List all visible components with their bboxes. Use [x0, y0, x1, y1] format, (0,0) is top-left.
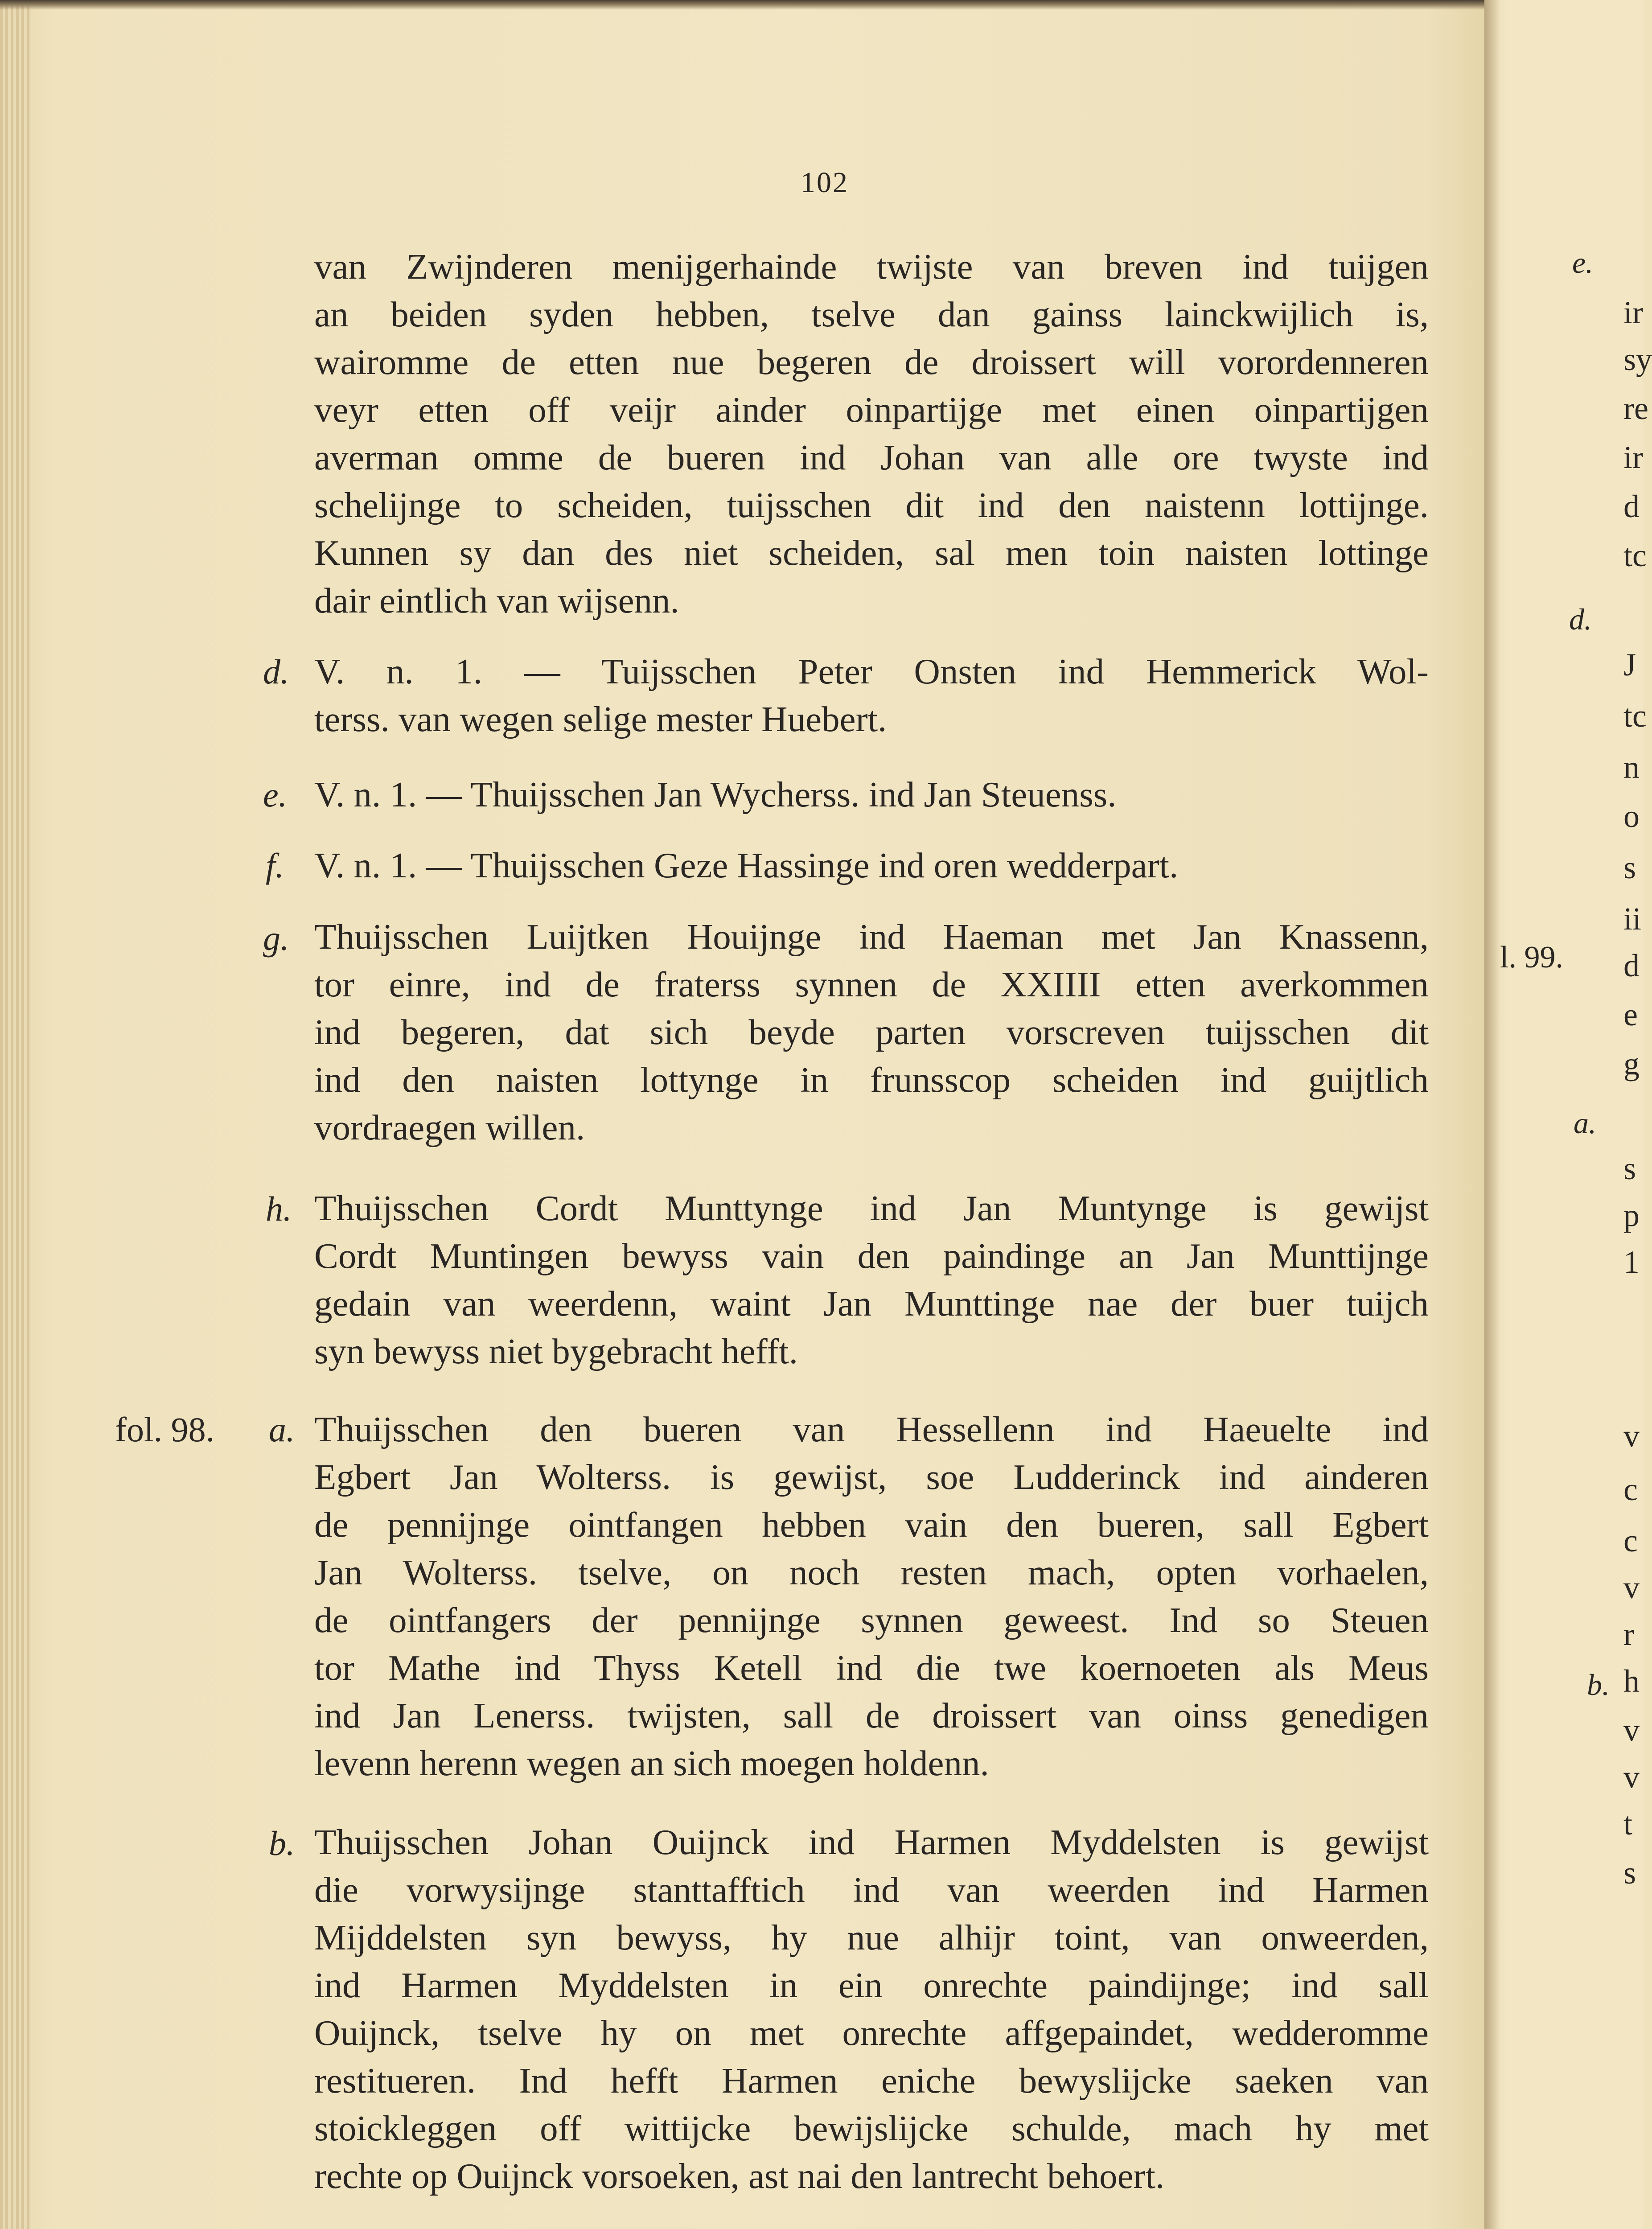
text-line: veyr etten off veijr ainder oinpartijge met einen oinpartijgen — [314, 390, 1429, 430]
facing-page-fragment: v — [1623, 1570, 1640, 1605]
text-line: ind Jan Lenerss. twijsten, sall de droissert van oinss genedigen — [314, 1695, 1429, 1735]
facing-page-fragment: v — [1623, 1759, 1640, 1795]
facing-page-fragment: 1 — [1623, 1244, 1640, 1280]
text-line: Thuijsschen Luijtken Houijnge ind Haeman met Jan Knassenn, — [314, 917, 1429, 957]
facing-page-fragment: v — [1623, 1418, 1640, 1454]
entry-label: a. — [269, 1410, 295, 1449]
facing-page-fragment: r — [1623, 1616, 1634, 1652]
text-line: Egbert Jan Wolterss. is gewijst, soe Ludderinck ind ainderen — [314, 1457, 1429, 1497]
text-line: Thuijsschen den bueren van Hessellenn ind Haeuelte ind — [314, 1409, 1429, 1449]
facing-page-fragment: ir — [1623, 295, 1643, 330]
facing-page-fragment: s — [1623, 850, 1636, 885]
text-line: Ouijnck, tselve hy on met onrechte affgepaindet, wedderomme — [314, 2013, 1429, 2053]
text-line: ind begeren, dat sich beyde parten vorscreven tuijsschen dit — [314, 1012, 1429, 1052]
facing-page-fragment: g — [1623, 1046, 1640, 1082]
text-line: vordraegen willen. — [314, 1107, 585, 1147]
text-line: levenn herenn wegen an sich moegen holdenn. — [314, 1743, 989, 1783]
text-line: wairomme de etten nue begeren de droissert will vorordenneren — [314, 342, 1429, 382]
facing-page-fragment: tc — [1623, 538, 1647, 573]
text-line: rechte op Ouijnck vorsoeken, ast nai den lantrecht behoert. — [314, 2156, 1165, 2196]
facing-page-fragment: J — [1623, 647, 1636, 683]
text-line: gedain van weerdenn, waint Jan Munttinge nae der buer tuijch — [314, 1283, 1429, 1324]
text-line: syn bewyss niet bygebracht hefft. — [314, 1331, 798, 1371]
book-top-edge — [0, 0, 1643, 10]
page-number: 102 — [801, 166, 849, 199]
text-line: de pennijnge ointfangen hebben vain den bueren, sall Egbert — [314, 1505, 1429, 1545]
facing-page-fragment: s — [1623, 1151, 1636, 1186]
facing-page-fragment: d — [1623, 948, 1640, 983]
text-line: terss. van wegen selige mester Huebert. — [314, 699, 887, 739]
text-line: schelijnge to scheiden, tuijsschen dit ind den naistenn lottijnge. — [314, 485, 1429, 525]
entry-paragraph — [314, 1184, 1429, 1375]
text-line: Cordt Muntingen bewyss vain den paindinge an Jan Munttijnge — [314, 1236, 1429, 1276]
text-line: de ointfangers der pennijnge synnen geweest. Ind so Steuen — [314, 1600, 1429, 1640]
entry-paragraph — [314, 648, 1429, 743]
text-line: Mijddelsten syn bewyss, hy nue alhijr toint, van onweerden, — [314, 1917, 1429, 1958]
facing-page-fragment: p — [1623, 1197, 1640, 1233]
facing-page-fragment: re — [1623, 391, 1648, 426]
text-line: V. n. 1. — Thuijsschen Geze Hassinge ind oren wedderpart. — [314, 845, 1179, 885]
text-line: averman omme de bueren ind Johan van alle ore twyste ind — [314, 437, 1429, 477]
facing-page-fragment: n — [1623, 749, 1640, 785]
facing-page-fragment: d — [1623, 489, 1640, 524]
entry-paragraph — [314, 842, 1429, 889]
entry-label: g. — [263, 919, 289, 958]
text-line: dair eintlich van wijsenn. — [314, 580, 679, 621]
facing-page-fragment: v — [1623, 1712, 1640, 1748]
entry-label: f. — [266, 846, 284, 885]
text-line: an beiden syden hebben, tselve dan gainss lainckwijlich is, — [314, 294, 1429, 334]
text-line: Kunnen sy dan des niet scheiden, sal men toin naisten lottinge — [314, 533, 1429, 573]
book-gutter — [1484, 0, 1507, 2229]
text-line: V. n. 1. — Tuijsschen Peter Onsten ind Hemmerick Wol- — [314, 651, 1429, 691]
text-line: van Zwijnderen menijgerhainde twijste van breven ind tuijgen — [314, 247, 1429, 287]
text-line: die vorwysijnge stanttafftich ind van weerden ind Harmen — [314, 1870, 1429, 1910]
facing-page-label: b. — [1587, 1668, 1610, 1702]
entry-paragraph — [314, 771, 1429, 818]
facing-page-fragment: t — [1623, 1806, 1633, 1842]
facing-page-label: d. — [1569, 602, 1592, 636]
facing-page-fragment: ii — [1623, 901, 1642, 937]
text-line: tor einre, ind de fraterss synnen de XXIIII etten averkommen — [314, 964, 1429, 1004]
entry-paragraph — [314, 913, 1429, 1152]
facing-page-fragment: ir — [1623, 440, 1643, 475]
text-line: stoickleggen off wittijcke bewijslijcke schulde, mach hy met — [314, 2108, 1429, 2148]
facing-page-fragment: s — [1623, 1855, 1636, 1891]
text-line: ind den naisten lottynge in frunsscop scheiden ind guijtlich — [314, 1060, 1429, 1100]
entry-label: e. — [263, 775, 288, 814]
facing-page-fragment: tc — [1623, 698, 1647, 734]
paragraph-continuation — [314, 243, 1429, 625]
folio-reference: fol. 98. — [115, 1410, 215, 1449]
facing-page-label: e. — [1572, 246, 1594, 280]
text-line: Jan Wolterss. tselve, on noch resten mach, opten vorhaelen, — [314, 1552, 1429, 1592]
facing-page-label: a. — [1574, 1106, 1596, 1140]
page-stack-edge — [0, 0, 31, 2229]
facing-page-fragment: sy — [1623, 341, 1652, 377]
text-line: Thuijsschen Cordt Munttynge ind Jan Muntynge is gewijst — [314, 1188, 1429, 1228]
facing-page-fragment: h — [1623, 1663, 1640, 1699]
entry-label: b. — [269, 1824, 295, 1863]
facing-page-fragment: e — [1623, 997, 1638, 1032]
entry-label: d. — [263, 652, 289, 691]
facing-page-fragment: c — [1623, 1523, 1638, 1559]
text-line: Thuijsschen Johan Ouijnck ind Harmen Myddelsten is gewijst — [314, 1822, 1429, 1862]
facing-page-fragment: c — [1623, 1472, 1638, 1507]
text-line: restitueren. Ind hefft Harmen eniche bewyslijcke saeken van — [314, 2060, 1429, 2101]
text-line: ind Harmen Myddelsten in ein onrechte paindijnge; ind sall — [314, 1965, 1429, 2005]
entry-label: h. — [266, 1189, 292, 1228]
entry-paragraph — [314, 1406, 1429, 1787]
facing-page-fragment: o — [1623, 798, 1640, 834]
text-line: tor Mathe ind Thyss Ketell ind die twe koernoeten als Meus — [314, 1648, 1429, 1688]
text-line: V. n. 1. — Thuijsschen Jan Wycherss. ind Jan Steuenss. — [314, 774, 1117, 814]
entry-paragraph — [314, 1818, 1429, 2200]
facing-page-folio-reference: l. 99. — [1500, 940, 1563, 975]
